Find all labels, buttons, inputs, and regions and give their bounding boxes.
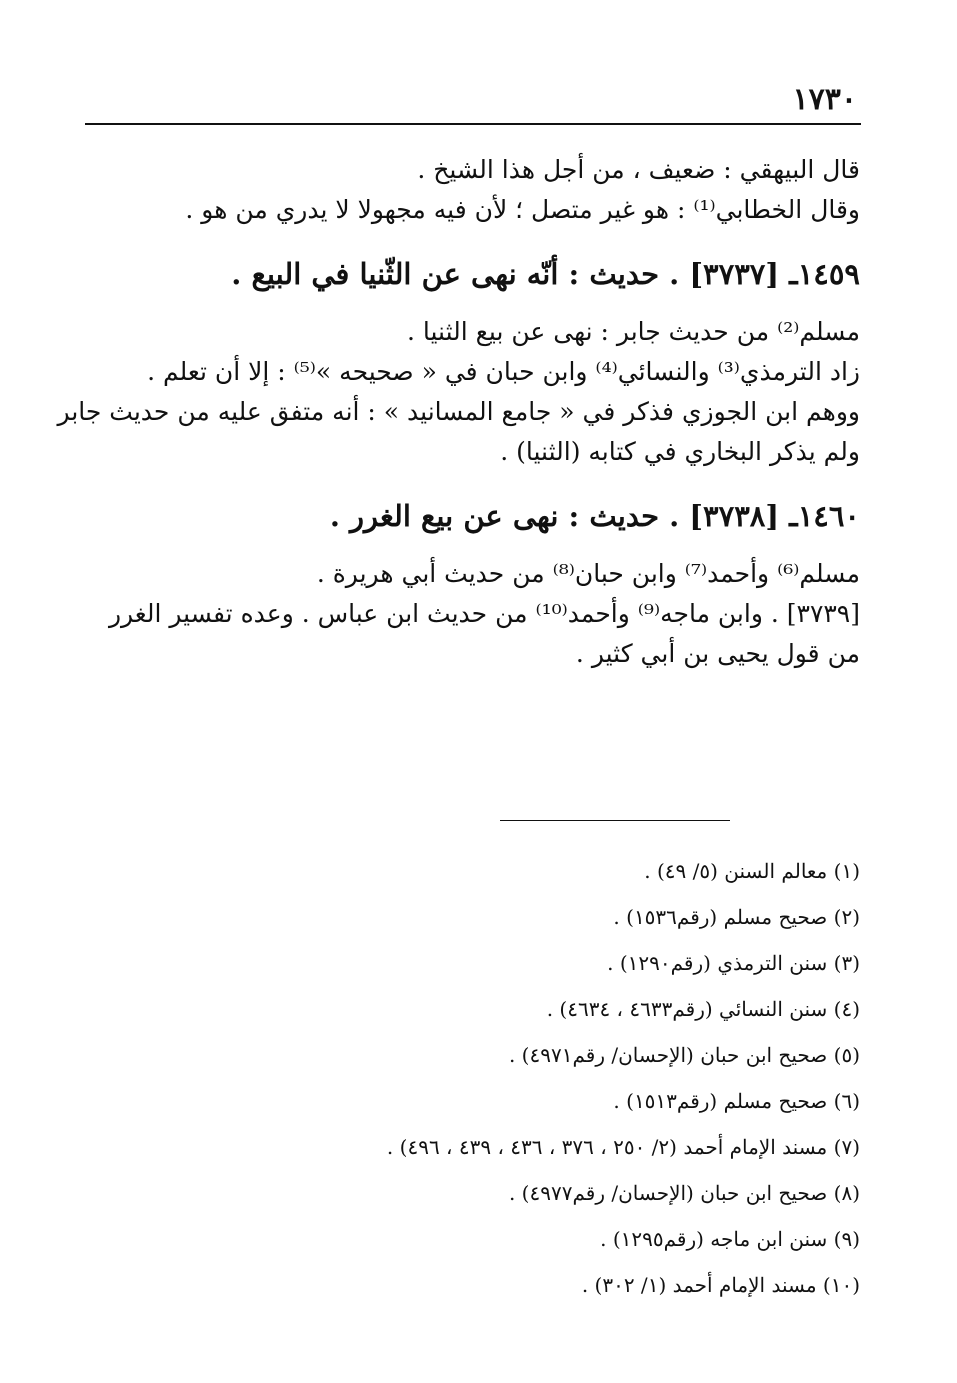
footnote: (٦) صحيح مسلم (رقم١٥١٣) . <box>613 1089 860 1113</box>
text-line: [٣٧٣٩] . وابن ماجه⁽⁹⁾ وأحمد⁽¹⁰⁾ من حديث ابن عباس . وعده تفسير الغرر <box>108 599 860 628</box>
page-number: ١٧٣٠ <box>792 82 857 117</box>
footnote: (٤) سنن النسائي (رقم٤٦٣٣ ، ٤٦٣٤) . <box>546 997 860 1021</box>
footnote: (١) معالم السنن (٥/ ٤٩) . <box>644 859 860 883</box>
main-text <box>57 150 860 674</box>
footnote: (٣) سنن الترمذي (رقم١٢٩٠) . <box>607 951 860 975</box>
text-line: مسلم⁽²⁾ من حديث جابر : نهى عن بيع الثنيا . <box>406 317 860 346</box>
footnote: (٩) سنن ابن ماجه (رقم١٢٩٥) . <box>600 1227 860 1251</box>
footnote: (٥) صحيح ابن حبان (الإحسان/ رقم٤٩٧١) . <box>508 1043 860 1067</box>
footnote: (٢) صحيح مسلم (رقم١٥٣٦) . <box>613 905 860 929</box>
text-line: ووهم ابن الجوزي فذكر في « جامع المسانيد » : أنه متفق عليه من حديث جابر <box>57 397 860 426</box>
footnotes <box>90 848 860 1308</box>
hadith-heading-1459: ١٤٥٩ـ [٣٧٣٧] . حديث : أنّه نهى عن الثّنيا في البيع . <box>231 257 860 291</box>
footnote: (٨) صحيح ابن حبان (الإحسان/ رقم٤٩٧٧) . <box>508 1181 860 1205</box>
text-line: مسلم⁽⁶⁾ وأحمد⁽⁷⁾ وابن حبان⁽⁸⁾ من حديث أبي هريرة . <box>316 559 860 588</box>
text-line: زاد الترمذي⁽³⁾ والنسائي⁽⁴⁾ وابن حبان في « صحيحه »⁽⁵⁾ : إلا أن تعلم . <box>147 357 860 386</box>
footnote: (١٠) مسند الإمام أحمد (١/ ٣٠٢) . <box>581 1273 860 1297</box>
header-rule <box>85 123 861 125</box>
text-line: ولم يذكر البخاري في كتابه (الثنيا) . <box>500 437 860 466</box>
footnote-separator <box>500 820 730 821</box>
text-line: وقال الخطابي⁽¹⁾ : هو غير متصل ؛ لأن فيه مجهولا لا يدري من هو . <box>185 195 860 224</box>
text-line: من قول يحيى بن أبي كثير . <box>575 639 860 668</box>
footnote: (٧) مسند الإمام أحمد (٢/ ٢٥٠ ، ٣٧٦ ، ٤٣٦ ، ٤٣٩ ، ٤٩٦) . <box>386 1135 860 1159</box>
text-line: قال البيهقي : ضعيف ، من أجل هذا الشيخ . <box>417 155 860 184</box>
hadith-heading-1460: ١٤٦٠ـ [٣٧٣٨] . حديث : نهى عن بيع الغرر . <box>329 499 860 533</box>
